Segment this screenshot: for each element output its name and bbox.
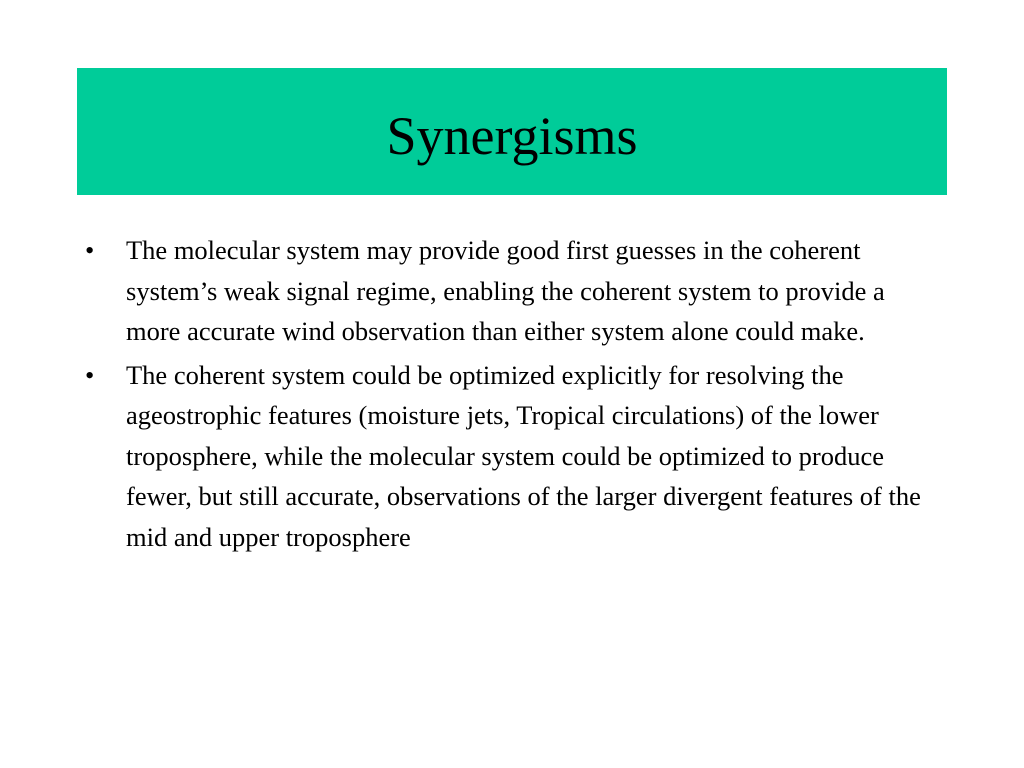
slide-title: Synergisms [386, 105, 638, 166]
bullet-list [85, 230, 945, 560]
bullet-text: The coherent system could be optimized explicitly for resolving the ageostrophic features (moisture jets, Tropical circulations) of the lower troposphere, while the molecular system could be optimized to produce fewer, but still accurate, observations of the larger divergent features of the mid and upper troposphere [126, 359, 921, 552]
title-banner [77, 68, 947, 195]
bullet-item [85, 355, 945, 558]
bullet-text: The molecular system may provide good first guesses in the coherent system’s weak signal regime, enabling the coherent system to provide a more accurate wind observation than either system alone could make. [126, 235, 885, 346]
bullet-marker: • [85, 359, 95, 390]
bullet-marker: • [85, 235, 95, 265]
bullet-item [85, 230, 945, 352]
